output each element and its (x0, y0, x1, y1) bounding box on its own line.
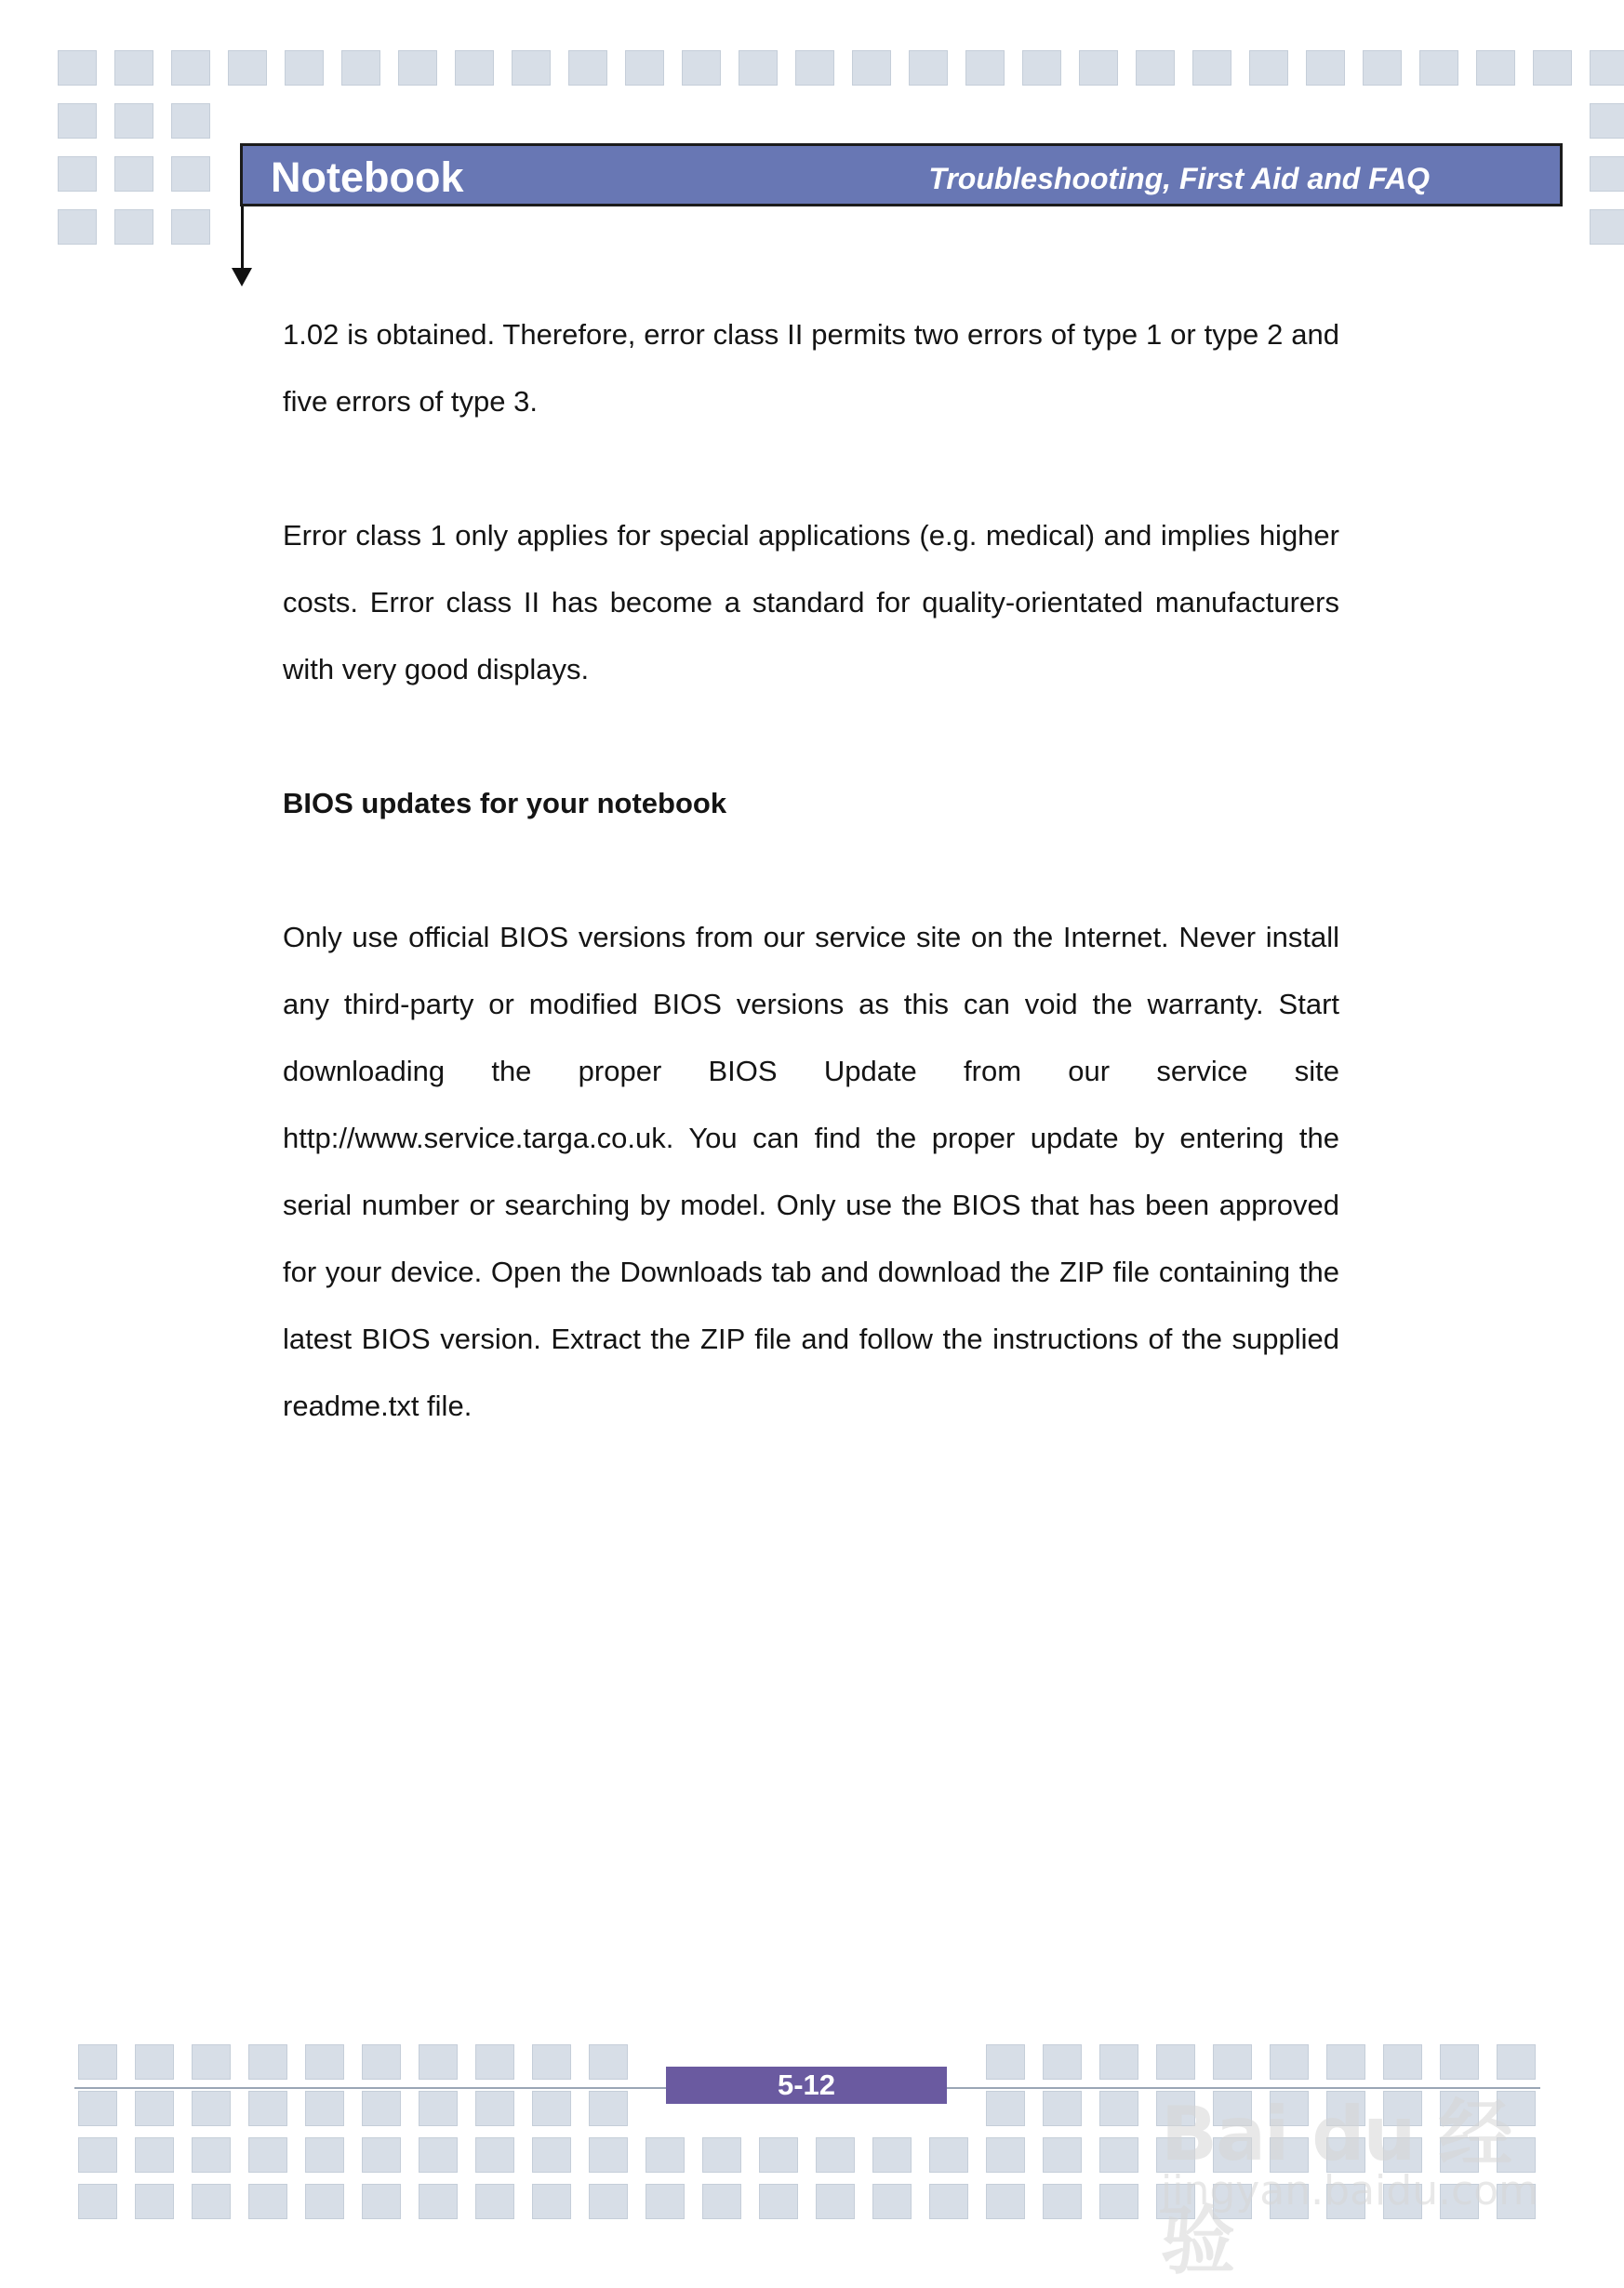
grid-square (285, 50, 324, 86)
grid-square (909, 50, 948, 86)
grid-square (192, 2091, 231, 2126)
grid-square (419, 2184, 458, 2219)
grid-square (965, 50, 1005, 86)
header-arrow-line (241, 206, 244, 270)
grid-square (248, 2091, 287, 2126)
document-title: Notebook (271, 153, 464, 201)
grid-square (305, 2184, 344, 2219)
grid-square (1192, 50, 1231, 86)
grid-square (248, 2044, 287, 2080)
grid-square (1590, 209, 1624, 245)
grid-square (455, 50, 494, 86)
grid-square (1590, 156, 1624, 192)
grid-square (114, 103, 153, 139)
grid-square (986, 2044, 1025, 2080)
grid-square (114, 209, 153, 245)
grid-square (1136, 50, 1175, 86)
grid-square (532, 2184, 571, 2219)
grid-square (1043, 2184, 1082, 2219)
grid-square (398, 50, 437, 86)
grid-square (682, 50, 721, 86)
grid-square (1476, 50, 1515, 86)
section-title: Troubleshooting, First Aid and FAQ (928, 162, 1430, 195)
grid-square (228, 50, 267, 86)
grid-square (58, 209, 97, 245)
grid-square (419, 2137, 458, 2173)
grid-square (78, 2091, 117, 2126)
grid-square (1079, 50, 1118, 86)
grid-square (1099, 2044, 1138, 2080)
paragraph-error-class-ii: 1.02 is obtained. Therefore, error class II permits two errors of type 1 or type 2 and five errors of type 3. (283, 318, 1339, 418)
header-bar (240, 143, 1563, 206)
grid-square (739, 50, 778, 86)
grid-square (532, 2044, 571, 2080)
grid-square (929, 2184, 968, 2219)
paragraph-bios-updates: Only use official BIOS versions from our service site on the Internet. Never install any third-party or modified BIOS versions as this can void the warranty. Start downloading the proper BIOS Update from our service site http://www.service.targa.co.uk. You can find the proper update by entering the serial number or searching by model. Only use the BIOS that has been approved for your device. Open the Downloads tab and download the ZIP file containing the latest BIOS version. Extract the ZIP file and follow the instructions of the supplied readme.txt file. (283, 921, 1339, 1422)
grid-square (872, 2184, 912, 2219)
grid-square (78, 2044, 117, 2080)
grid-square (759, 2137, 798, 2173)
grid-square (362, 2184, 401, 2219)
grid-square (702, 2184, 741, 2219)
grid-square (419, 2091, 458, 2126)
grid-square (171, 103, 210, 139)
grid-square (759, 2184, 798, 2219)
grid-square (305, 2044, 344, 2080)
grid-square (341, 50, 380, 86)
grid-square (362, 2091, 401, 2126)
watermark-logo: Bai du 经验 (1161, 2091, 1511, 2284)
grid-square (192, 2137, 231, 2173)
grid-square (795, 50, 834, 86)
grid-square (1533, 50, 1572, 86)
grid-square (1022, 50, 1061, 86)
grid-square (58, 50, 97, 86)
grid-square (589, 2137, 628, 2173)
grid-square (135, 2137, 174, 2173)
grid-square (872, 2137, 912, 2173)
grid-square (646, 2184, 685, 2219)
grid-square (1043, 2091, 1082, 2126)
grid-square (646, 2137, 685, 2173)
grid-square (568, 50, 607, 86)
grid-square (114, 156, 153, 192)
down-arrow-icon (232, 268, 252, 286)
grid-square (625, 50, 664, 86)
grid-square (816, 2137, 855, 2173)
grid-square (1306, 50, 1345, 86)
grid-square (305, 2091, 344, 2126)
grid-square (589, 2091, 628, 2126)
grid-square (248, 2184, 287, 2219)
grid-square (135, 2184, 174, 2219)
grid-square (986, 2137, 1025, 2173)
bios-subheading: BIOS updates for your notebook (283, 787, 727, 819)
baidu-watermark (1151, 2037, 1542, 2284)
grid-square (171, 50, 210, 86)
grid-square (135, 2044, 174, 2080)
grid-square (1249, 50, 1288, 86)
grid-square (589, 2044, 628, 2080)
grid-square (1363, 50, 1402, 86)
grid-square (1099, 2091, 1138, 2126)
watermark-url: jingyan.baidu.com (1161, 2167, 1539, 2215)
grid-square (362, 2137, 401, 2173)
grid-square (475, 2044, 514, 2080)
grid-square (362, 2044, 401, 2080)
grid-square (58, 156, 97, 192)
grid-square (305, 2137, 344, 2173)
page-content (283, 301, 1339, 1440)
paragraph-error-class-1: Error class 1 only applies for special applications (e.g. medical) and implies higher costs. Error class II has become a standard for quality-orientated manufacturers with very good displays. (283, 519, 1339, 685)
grid-square (475, 2184, 514, 2219)
grid-square (171, 209, 210, 245)
grid-square (1590, 103, 1624, 139)
grid-square (1043, 2137, 1082, 2173)
grid-square (986, 2184, 1025, 2219)
grid-square (78, 2137, 117, 2173)
grid-square (1043, 2044, 1082, 2080)
grid-square (419, 2044, 458, 2080)
grid-square (816, 2184, 855, 2219)
grid-square (532, 2091, 571, 2126)
grid-square (1099, 2184, 1138, 2219)
grid-square (929, 2137, 968, 2173)
grid-square (1590, 50, 1624, 86)
grid-square (135, 2091, 174, 2126)
grid-square (171, 156, 210, 192)
grid-square (532, 2137, 571, 2173)
grid-square (475, 2091, 514, 2126)
grid-square (986, 2091, 1025, 2126)
grid-square (475, 2137, 514, 2173)
grid-square (1419, 50, 1458, 86)
grid-square (512, 50, 551, 86)
grid-square (78, 2184, 117, 2219)
page-number: 5-12 (666, 2067, 947, 2104)
grid-square (58, 103, 97, 139)
grid-square (192, 2044, 231, 2080)
grid-square (589, 2184, 628, 2219)
grid-square (248, 2137, 287, 2173)
grid-square (702, 2137, 741, 2173)
grid-square (852, 50, 891, 86)
grid-square (114, 50, 153, 86)
grid-square (1099, 2137, 1138, 2173)
grid-square (192, 2184, 231, 2219)
